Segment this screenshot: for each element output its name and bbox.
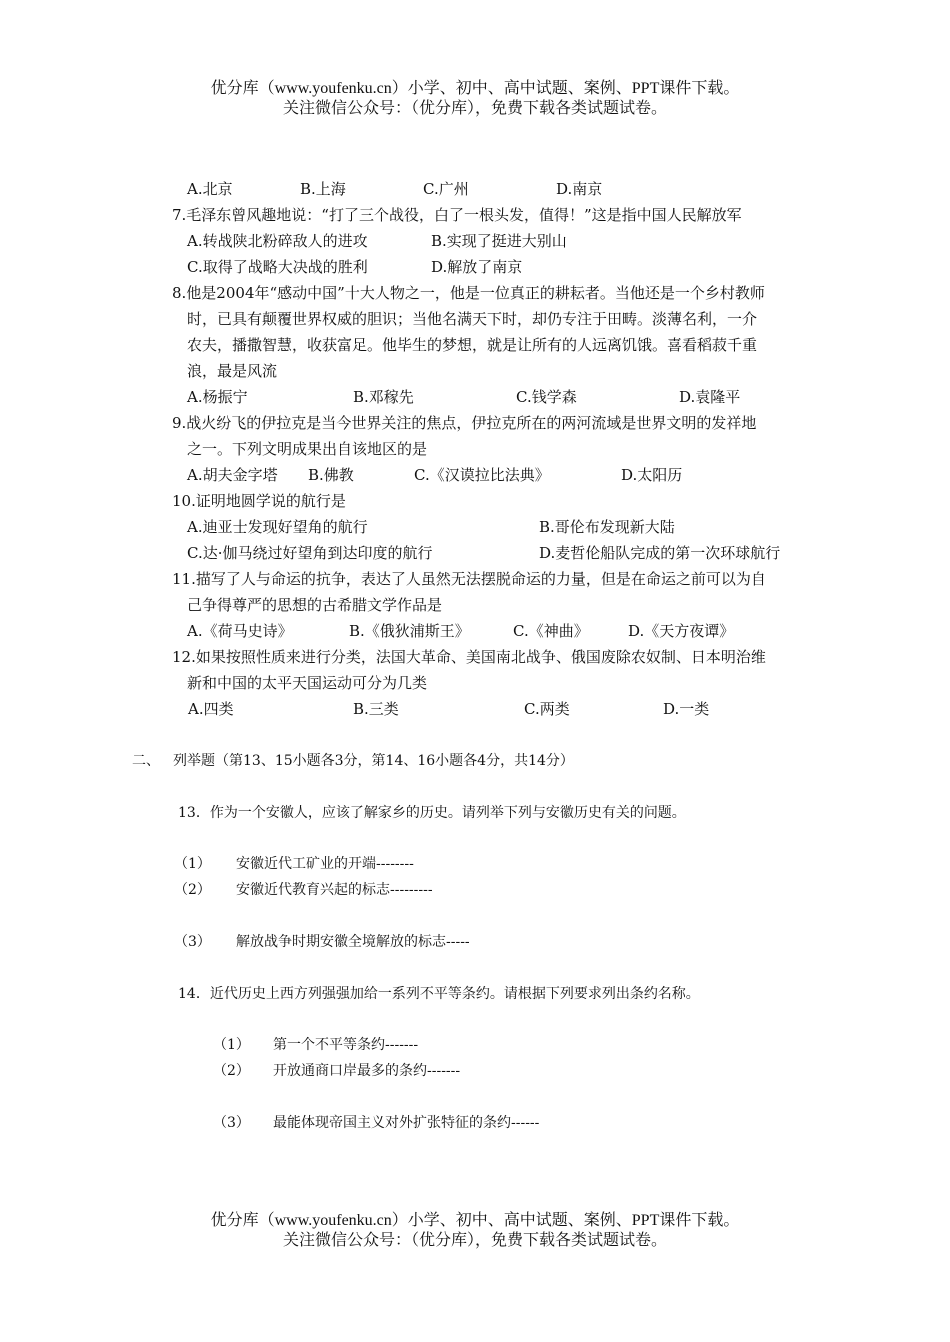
q14-item-3-text: 最能体现帝国主义对外扩张特征的条约------ bbox=[273, 1115, 540, 1131]
q11-option-d: D.《天方夜谭》 bbox=[628, 622, 735, 640]
q14-item-1-text: 第一个不平等条约------- bbox=[273, 1037, 419, 1053]
q8-stem-line-1: 8.他是2004年“感动中国”十大人物之一，他是一位真正的耕耘者。当他还是一个乡村教师 bbox=[172, 284, 765, 302]
q14-item-1-number: （1） bbox=[213, 1037, 250, 1053]
section-2-title: 列举题（第13、15小题各3分，第14、16小题各4分，共14分） bbox=[173, 753, 574, 769]
q6-option-d: D.南京 bbox=[556, 180, 603, 198]
q11-option-b: B.《俄狄浦斯王》 bbox=[349, 622, 470, 640]
q11-stem-line-2: 己争得尊严的思想的古希腊文学作品是 bbox=[187, 596, 443, 614]
q12-stem-line-1: 12.如果按照性质来进行分类，法国大革命、美国南北战争、俄国废除农奴制、日本明治维 bbox=[172, 648, 766, 666]
q14-item-2-text: 开放通商口岸最多的条约------- bbox=[273, 1063, 461, 1079]
q12-option-b: B.三类 bbox=[353, 700, 399, 718]
q7-stem: 7.毛泽东曾风趣地说：“打了三个战役，白了一根头发，值得！”这是指中国人民解放军 bbox=[172, 206, 742, 224]
q10-option-a: A.迪亚士发现好望角的航行 bbox=[187, 518, 368, 536]
q14-stem: 14．近代历史上西方列强强加给一系列不平等条约。请根据下列要求列出条约名称。 bbox=[178, 986, 700, 1002]
q10-option-d: D.麦哲伦船队完成的第一次环球航行 bbox=[539, 544, 781, 562]
q8-stem-line-3: 农夫，播撒智慧，收获富足。他毕生的梦想，就是让所有的人远离饥饿。喜看稻菽千重 bbox=[187, 336, 758, 354]
q8-stem-line-4: 浪，最是风流 bbox=[187, 362, 278, 380]
q8-stem-line-2: 时，已具有颠覆世界权威的胆识；当他名满天下时，却仍专注于田畴。淡薄名利，一介 bbox=[187, 310, 758, 328]
q13-stem: 13．作为一个安徽人，应该了解家乡的历史。请列举下列与安徽历史有关的问题。 bbox=[178, 805, 686, 821]
q9-option-a: A.胡夫金字塔 bbox=[187, 466, 278, 484]
q10-option-b: B.哥伦布发现新大陆 bbox=[539, 518, 675, 536]
q13-item-1-text: 安徽近代工矿业的开端-------- bbox=[236, 856, 414, 872]
footer-line-2: 关注微信公众号：（优分库），免费下载各类试题试卷。 bbox=[282, 1232, 667, 1249]
q8-option-b: B.邓稼先 bbox=[353, 388, 414, 406]
q7-option-d: D.解放了南京 bbox=[431, 258, 523, 276]
q8-option-a: A.杨振宁 bbox=[187, 388, 248, 406]
q10-stem: 10.证明地圆学说的航行是 bbox=[172, 492, 346, 510]
q6-option-c: C.广州 bbox=[423, 180, 469, 198]
header-line-1: 优分库（www.youfenku.cn）小学、初中、高中试题、案例、PPT课件下载。 bbox=[210, 80, 740, 97]
q12-stem-line-2: 新和中国的太平天国运动可分为几类 bbox=[187, 674, 428, 692]
q7-option-b: B.实现了挺进大别山 bbox=[431, 232, 567, 250]
q7-option-a: A.转战陕北粉碎敌人的进攻 bbox=[187, 232, 368, 250]
footer-line-1: 优分库（www.youfenku.cn）小学、初中、高中试题、案例、PPT课件下载。 bbox=[210, 1212, 740, 1229]
q9-option-d: D.太阳历 bbox=[621, 466, 683, 484]
q12-option-d: D.一类 bbox=[663, 700, 710, 718]
q13-item-2-text: 安徽近代教育兴起的标志--------- bbox=[236, 882, 433, 898]
q13-item-2-number: （2） bbox=[174, 882, 211, 898]
q13-item-1-number: （1） bbox=[174, 856, 211, 872]
q11-stem-line-1: 11.描写了人与命运的抗争，表达了人虽然无法摆脱命运的力量，但是在命运之前可以为自 bbox=[172, 570, 766, 588]
q13-item-3-number: （3） bbox=[174, 934, 211, 950]
q11-option-a: A.《荷马史诗》 bbox=[187, 622, 293, 640]
section-2-number: 二、 bbox=[132, 753, 160, 769]
q12-option-c: C.两类 bbox=[524, 700, 570, 718]
q14-item-3-number: （3） bbox=[213, 1115, 250, 1131]
q8-option-d: D.袁隆平 bbox=[679, 388, 741, 406]
q14-item-2-number: （2） bbox=[213, 1063, 250, 1079]
q12-option-a: A.四类 bbox=[188, 700, 234, 718]
q10-option-c: C.达·伽马绕过好望角到达印度的航行 bbox=[187, 544, 433, 562]
q9-stem-line-2: 之一。下列文明成果出自该地区的是 bbox=[187, 440, 428, 458]
q9-option-c: C.《汉谟拉比法典》 bbox=[414, 466, 550, 484]
q13-item-3-text: 解放战争时期安徽全境解放的标志----- bbox=[236, 934, 470, 950]
q7-option-c: C.取得了战略大决战的胜利 bbox=[187, 258, 368, 276]
header-line-2: 关注微信公众号：（优分库），免费下载各类试题试卷。 bbox=[282, 100, 667, 117]
q6-option-b: B.上海 bbox=[300, 180, 346, 198]
q9-option-b: B.佛教 bbox=[308, 466, 354, 484]
q9-stem-line-1: 9.战火纷飞的伊拉克是当今世界关注的焦点，伊拉克所在的两河流域是世界文明的发祥地 bbox=[172, 414, 757, 432]
q6-option-a: A.北京 bbox=[187, 180, 233, 198]
q8-option-c: C.钱学森 bbox=[516, 388, 577, 406]
q11-option-c: C.《神曲》 bbox=[513, 622, 589, 640]
